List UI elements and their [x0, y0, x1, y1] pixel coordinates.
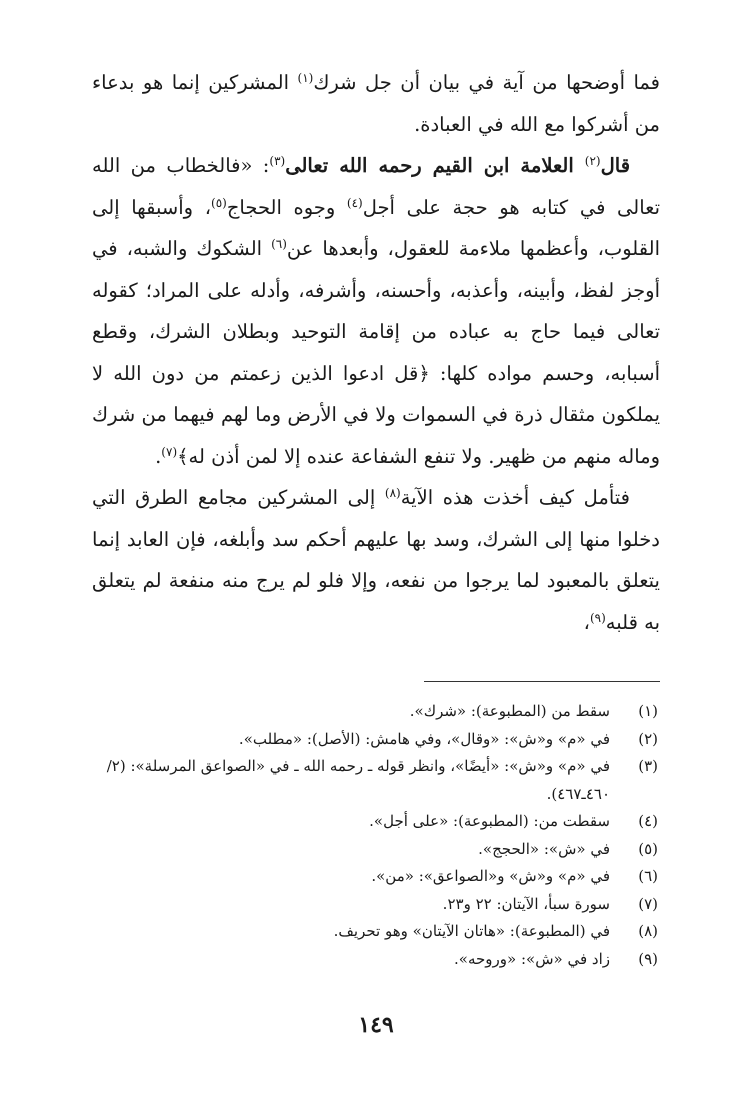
footnote-item — [92, 918, 660, 946]
footnote-marker-1[interactable]: (١) — [297, 71, 314, 85]
main-text — [92, 62, 660, 643]
footnote-divider — [424, 681, 660, 682]
text-run-bold: العلامة ابن القيم رحمه الله تعالى — [285, 154, 585, 177]
page-number: ١٤٩ — [358, 1012, 394, 1038]
footnote-text: سقط من (المطبوعة): «شرك». — [409, 702, 610, 720]
footnote-item — [92, 726, 660, 754]
footnote-text: سقطت من: (المطبوعة): «على أجل». — [369, 812, 610, 830]
footnote-number: (١) — [638, 702, 658, 720]
footnote-number: (٥) — [638, 839, 658, 858]
text-run: : «فالخطاب من الله تعالى في كتابه هو حجة على أجل — [92, 154, 660, 219]
footnote-number: (٦) — [638, 867, 658, 885]
text-run: وجوه الحجاج — [226, 195, 347, 219]
text-run: إلى المشركين مجامع الطرق التي دخلوا منها إلى الشرك، وسد بها عليهم أحكم سد وأبلغه، فإن العابد إنما يتعلق بالمعبود لما يرجوا من نفعه، وإلا فلو لم يرج منه منفعة لم يتعلق به قلبه — [92, 486, 660, 634]
footnote-marker-8[interactable]: (٨) — [384, 486, 401, 500]
footnote-item — [92, 891, 660, 919]
footnote-number: (٤) — [638, 812, 658, 830]
footnote-item — [92, 836, 660, 864]
text-run-bold: قال — [600, 154, 631, 177]
footnote-number: (٩) — [638, 949, 658, 968]
footnote-number: (٢) — [638, 729, 658, 748]
footnote-number: (٣) — [638, 757, 658, 775]
text-run: الشكوك والشبه، في أوجز لفظ، وأبينه، وأعذبه، وأحسنه، وأشرفه، وأدله على المراد؛ كقوله تعالى فيما حاج به عباده من إقامة التوحيد وبطلان الشرك، وقطع أسبابه، وحسم مواده كلها: ﴿قل ادعوا الذين زعمتم من دون الله لا يملكون مثقال ذرة في السموات ولا في الأرض وما لهم فيهما من شرك وماله منهم من ظهير. ولا تنفع الشفاعة عنده إلا لمن أذن له﴾ — [92, 237, 660, 468]
footnote-number: (٨) — [638, 922, 658, 940]
paragraph-3 — [92, 477, 660, 643]
footnote-item — [92, 808, 660, 836]
text-run: ، وأسبقها إلى القلوب، وأعظمها ملاءمة للعقول، وأبعدها عن — [92, 195, 660, 260]
footnote-marker-6[interactable]: (٦) — [271, 237, 287, 251]
footnote-text: سورة سبأ، الآيتان: ٢٢ و٢٣. — [442, 894, 610, 913]
footnote-item — [92, 946, 660, 974]
footnote-number: (٧) — [638, 894, 658, 913]
text-run: المشركين إنما هو بدعاء من أشركوا مع الله في العبادة. — [92, 71, 660, 136]
footnote-marker-9[interactable]: (٩) — [589, 610, 606, 625]
footnote-marker-7[interactable]: (٧) — [161, 444, 178, 459]
footnote-marker-4[interactable]: (٤) — [346, 195, 363, 210]
footnote-text: في «ش»: «الحجج». — [478, 839, 610, 858]
footnote-text: في «م» و«ش»: «وقال»، وفي هامش: (الأصل): «مطلب». — [238, 729, 610, 748]
footnote-item — [92, 753, 660, 808]
footnote-text: زاد في «ش»: «وروحه». — [454, 949, 610, 968]
footnote-text: في (المطبوعة): «هاتان الآيتان» وهو تحريف. — [333, 922, 610, 940]
text-run: . — [155, 444, 162, 468]
footnote-marker-5[interactable]: (٥) — [211, 195, 227, 210]
footnote-text: في «م» و«ش»: «أيضًا»، وانظر قوله ـ رحمه الله ـ في «الصواعق المرسلة»: (٢/ ٤٦٠ـ٤٦٧). — [106, 757, 610, 803]
paragraph-1 — [92, 62, 660, 145]
paragraph-2 — [92, 145, 660, 477]
text-run: فما أوضحها من آية في بيان أن جل شرك — [313, 71, 660, 94]
footnote-text: في «م» و«ش» و«الصواعق»: «من». — [371, 867, 610, 885]
footnote-item — [92, 863, 660, 891]
footnote-item — [92, 698, 660, 726]
text-run: فتأمل كيف أخذت هذه الآية — [400, 486, 630, 509]
footnote-marker-2[interactable]: (٢) — [584, 154, 601, 168]
footnote-marker-3[interactable]: (٣) — [269, 154, 286, 168]
text-run: ، — [583, 610, 590, 634]
footnotes-list — [92, 698, 660, 973]
